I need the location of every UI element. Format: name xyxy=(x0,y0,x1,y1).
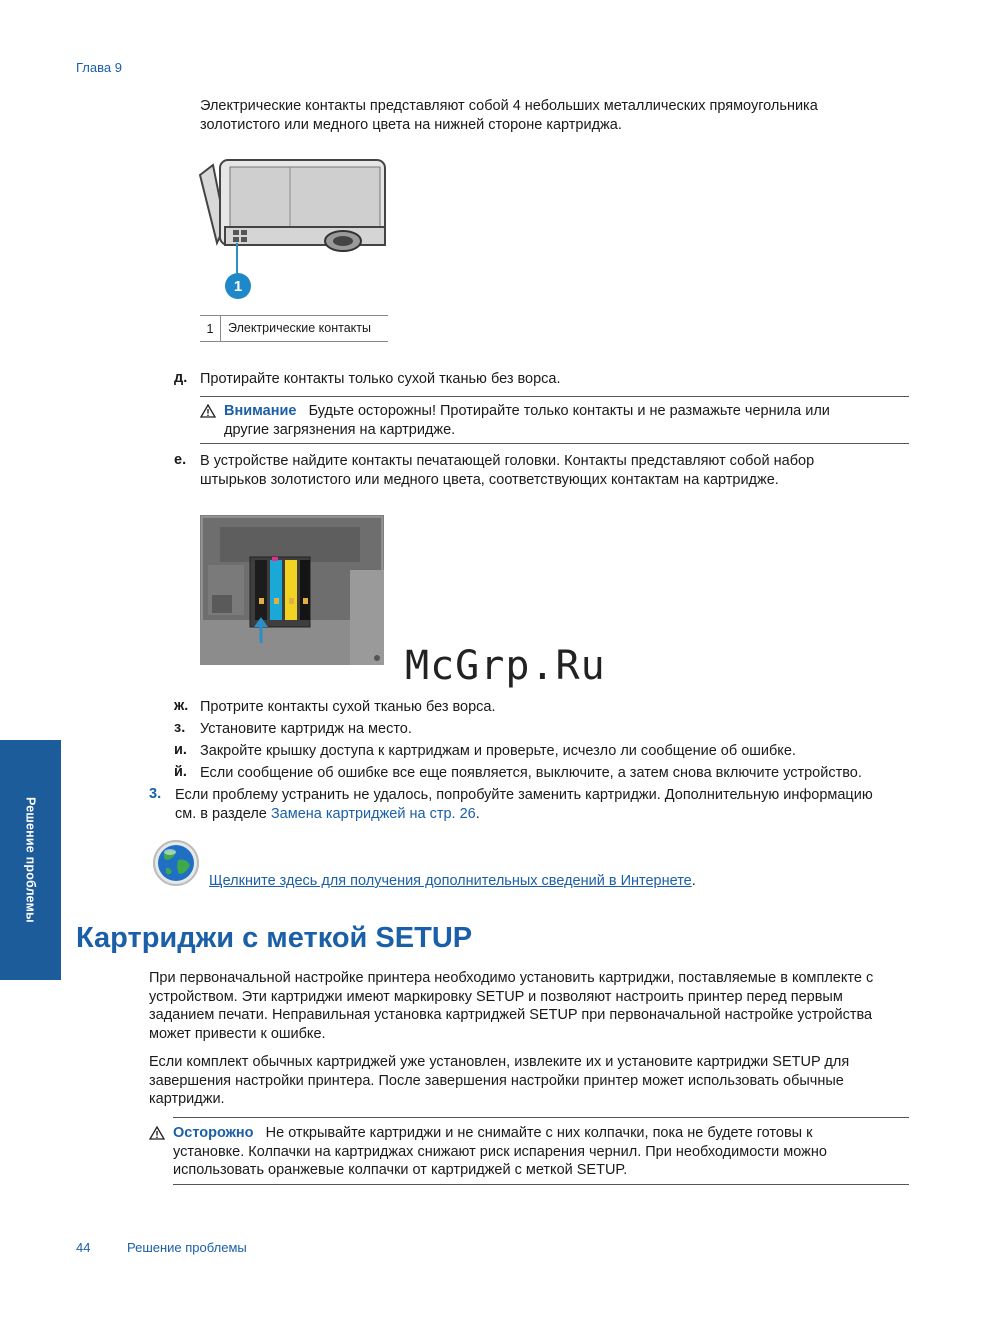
step-e-line-1: В устройстве найдите контакты печатающей головки. Контакты представляют собой набор xyxy=(200,453,815,469)
p1-line-4: может привести к ошибке. xyxy=(149,1025,326,1042)
legend-number: 1 xyxy=(200,316,221,341)
caution-rule-bottom xyxy=(173,1184,909,1185)
p2-line-2: завершения настройки принтера. После завершения настройки принтер может использовать обычные xyxy=(149,1072,844,1089)
figure-legend xyxy=(200,315,388,342)
step-3-line-2-prefix: см. в разделе xyxy=(175,805,271,822)
step-letter-e: е. xyxy=(174,452,187,468)
step-text-e xyxy=(200,452,814,489)
step-letter-i: и. xyxy=(174,742,187,758)
step-3-line-1: Если проблему устранить не удалось, попробуйте заменить картриджи. Дополнительную информацию xyxy=(175,787,873,803)
sidebar-tab-label: Решение проблемы xyxy=(23,797,38,923)
caution-block xyxy=(173,1124,827,1180)
intro-paragraph xyxy=(200,97,818,134)
intro-line-2: золотистого или медного цвета на нижней стороне картриджа. xyxy=(200,116,622,133)
p2-line-3: картриджи. xyxy=(149,1091,225,1107)
caution-icon xyxy=(149,1126,165,1140)
step-letter-d: д. xyxy=(174,370,188,386)
more-info-web-link[interactable]: Щелкните здесь для получения дополнительных сведений в Интернете xyxy=(209,873,692,889)
warning-label: Внимание xyxy=(224,403,297,419)
step-text-i: Закройте крышку доступа к картриджам и проверьте, исчезло ли сообщение об ошибке. xyxy=(200,743,796,759)
callout-badge: 1 xyxy=(225,273,251,299)
step-3-text xyxy=(175,786,873,823)
caution-line-2: установке. Колпачки на картриджах снижают риск испарения чернил. При необходимости можно xyxy=(173,1143,827,1160)
warning-line-1: Будьте осторожны! Протирайте только контакты и не размажьте чернила или xyxy=(308,403,830,419)
footer-section-name: Решение проблемы xyxy=(127,1240,247,1255)
section-paragraph-2 xyxy=(149,1053,849,1109)
globe-icon[interactable] xyxy=(150,838,202,888)
caution-line-1: Не открывайте картриджи и не снимайте с них колпачки, пока не будете готовы к xyxy=(265,1125,813,1141)
section-title: Картриджи с меткой SETUP xyxy=(76,922,473,954)
p2-line-1: Если комплект обычных картриджей уже установлен, извлеките их и установите картриджи SETUP для xyxy=(149,1054,850,1070)
warning-line-2: другие загрязнения на картридже. xyxy=(224,421,456,438)
step-letter-y: й. xyxy=(174,764,187,780)
warning-rule-bottom xyxy=(200,443,909,444)
section-paragraph-1 xyxy=(149,969,873,1043)
intro-line-1: Электрические контакты представляют собой 4 небольших металлических прямоугольника xyxy=(200,98,818,114)
warning-icon xyxy=(200,404,216,418)
p1-line-3: заданием печати. Неправильная установка картриджей SETUP при первоначальной настройке устройства xyxy=(149,1007,873,1023)
step-3-line-2-suffix: . xyxy=(475,805,480,822)
caution-line-3: использовать оранжевые колпачки от картриджей с меткой SETUP. xyxy=(173,1162,628,1178)
step-text-z: Установите картридж на место. xyxy=(200,721,412,737)
sidebar-tab-label-wrap xyxy=(0,740,61,980)
step-text-d: Протирайте контакты только сухой тканью без ворса. xyxy=(200,371,561,387)
step-number-3: 3. xyxy=(149,786,162,802)
cartridge-illustration xyxy=(195,155,395,300)
step-text-zh: Протрите контакты сухой тканью без ворса. xyxy=(200,699,496,715)
replace-cartridges-link[interactable]: Замена картриджей на стр. 26 xyxy=(270,805,476,822)
warning-block xyxy=(224,402,830,439)
warning-rule-top xyxy=(200,396,909,397)
web-link-suffix: . xyxy=(691,873,696,889)
chapter-header: Глава 9 xyxy=(76,60,122,75)
caution-label: Осторожно xyxy=(173,1125,254,1141)
watermark: McGrp.Ru xyxy=(405,643,606,689)
printhead-photo xyxy=(200,515,384,665)
step-e-line-2: штырьков золотистого или медного цвета, соответствующих контактам на картридже. xyxy=(200,471,779,488)
step-letter-zh: ж. xyxy=(174,698,189,714)
caution-rule-top xyxy=(173,1117,909,1118)
step-text-y: Если сообщение об ошибке все еще появляется, выключите, а затем снова включите устройство. xyxy=(200,765,862,781)
web-link-row xyxy=(209,873,696,889)
p1-line-2: устройством. Эти картриджи имеют маркировку SETUP и позволяют настроить принтер перед первым xyxy=(149,988,843,1005)
page-number: 44 xyxy=(76,1240,91,1255)
p1-line-1: При первоначальной настройке принтера необходимо установить картриджи, поставляемые в комплекте с xyxy=(149,970,874,986)
legend-label: Электрические контакты xyxy=(228,321,371,335)
step-letter-z: з. xyxy=(174,720,186,736)
